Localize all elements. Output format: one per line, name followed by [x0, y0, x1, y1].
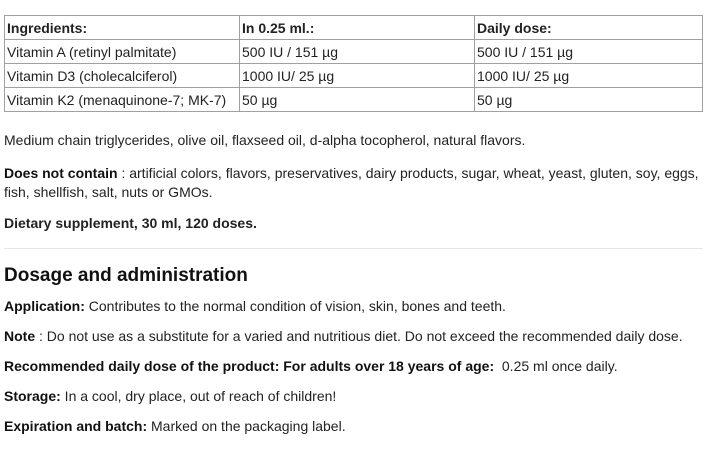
product-description — [0, 15, 716, 436]
header-per-dose: In 0.25 ml.: — [240, 16, 475, 40]
other-ingredients: Medium chain triglycerides, olive oil, flaxseed oil, d-alpha tocopherol, natural flavors. — [4, 132, 526, 148]
storage — [4, 387, 712, 406]
supplement-line: Dietary supplement, 30 ml, 120 doses. — [4, 215, 257, 231]
application-label: Application: — [4, 298, 85, 314]
ingredient-per-dose: 50 µg — [240, 88, 475, 112]
header-daily-dose: Daily dose: — [475, 16, 703, 40]
table-row — [5, 40, 703, 64]
expiration-text: Marked on the packaging label. — [147, 418, 346, 434]
expiration — [4, 417, 712, 436]
ingredient-name: Vitamin D3 (cholecalciferol) — [5, 64, 240, 88]
table-row — [5, 88, 703, 112]
storage-text: In a cool, dry place, out of reach of children! — [60, 388, 337, 404]
recommended-dose-label: Recommended daily dose of the product: For adults over 18 years of age: — [4, 358, 495, 374]
does-not-contain-text: : artificial colors, flavors, preservatives, dairy products, sugar, wheat, yeast, gluten, soy, eggs, fish, shellfish, salt, nuts or GMOs. — [4, 165, 699, 200]
dosage-heading: Dosage and administration — [4, 265, 248, 286]
ingredient-name: Vitamin A (retinyl palmitate) — [5, 40, 240, 64]
ingredient-daily: 50 µg — [475, 88, 703, 112]
header-ingredients: Ingredients: — [5, 16, 240, 40]
note-label: Note — [4, 328, 36, 344]
application — [4, 297, 712, 316]
ingredient-name: Vitamin K2 (menaquinone-7; MK-7) — [5, 88, 240, 112]
table-header-row — [5, 16, 703, 40]
does-not-contain-label: Does not contain — [4, 165, 118, 181]
ingredient-per-dose: 500 IU / 151 µg — [240, 40, 475, 64]
storage-label: Storage: — [4, 388, 61, 404]
note — [4, 327, 712, 346]
table-row — [5, 64, 703, 88]
ingredient-per-dose: 1000 IU/ 25 µg — [240, 64, 475, 88]
ingredient-daily: 1000 IU/ 25 µg — [475, 64, 703, 88]
note-text: : Do not use as a substitute for a varied and nutritious diet. Do not exceed the recommended daily dose. — [35, 328, 683, 344]
ingredient-daily: 500 IU / 151 µg — [475, 40, 703, 64]
recommended-dose-text: 0.25 ml once daily. — [494, 358, 618, 374]
ingredients-table — [4, 15, 703, 112]
section-divider — [4, 248, 703, 249]
application-text: Contributes to the normal condition of vision, skin, bones and teeth. — [84, 298, 506, 314]
expiration-label: Expiration and batch: — [4, 418, 148, 434]
does-not-contain — [4, 164, 712, 202]
recommended-dose — [4, 357, 712, 376]
